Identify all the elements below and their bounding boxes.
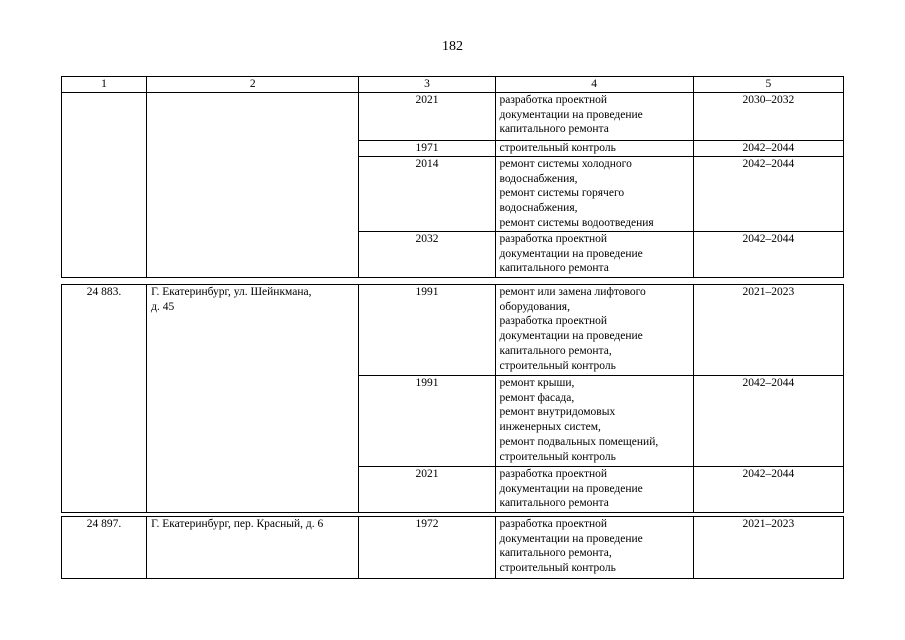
period-cell: 2042–2044 <box>693 157 843 232</box>
work-line: ремонт подвальных помещений, <box>499 435 659 448</box>
work-line: капитального ремонта <box>499 497 609 510</box>
table-row <box>62 285 844 376</box>
work-line: инженерных систем, <box>499 421 601 434</box>
work-cell <box>495 157 693 232</box>
work-line: капитального ремонта, <box>499 344 612 357</box>
period-cell: 2042–2044 <box>693 376 843 467</box>
page-number: 182 <box>442 39 463 54</box>
period-cell: 2042–2044 <box>693 467 843 513</box>
address-cell <box>147 517 359 579</box>
work-line: разработка проектной <box>499 315 608 328</box>
year-cell: 1991 <box>359 376 495 467</box>
work-line: документации на проведение <box>499 330 643 343</box>
work-line: разработка проектной <box>499 518 608 530</box>
year-cell: 1991 <box>359 285 495 376</box>
header-col-4: 4 <box>495 77 693 93</box>
header-col-1: 1 <box>62 77 147 93</box>
building-table-24883 <box>61 284 844 513</box>
year-cell: 2032 <box>359 232 495 278</box>
period-cell: 2021–2023 <box>693 517 843 579</box>
work-line: ремонт системы водоотведения <box>499 216 654 229</box>
table-row <box>62 93 844 141</box>
work-line: строительный контроль <box>499 562 616 575</box>
work-line: ремонт или замена лифтового <box>499 286 646 298</box>
period-cell: 2042–2044 <box>693 232 843 278</box>
work-cell <box>495 141 693 157</box>
header-col-5: 5 <box>693 77 843 93</box>
address-cell <box>147 93 359 278</box>
work-line: строительный контроль <box>499 450 616 463</box>
number-cell <box>62 93 147 278</box>
work-line: строительный контроль <box>499 142 616 154</box>
work-line: ремонт системы горячего <box>499 187 625 200</box>
continuation-table <box>61 76 844 278</box>
work-line: ремонт системы холодного <box>499 158 632 170</box>
work-cell <box>495 285 693 376</box>
number-cell: 24 883. <box>62 285 147 513</box>
work-line: водоснабжения, <box>499 172 578 185</box>
work-line: капитального ремонта <box>499 262 609 275</box>
building-table-24897 <box>61 516 844 579</box>
work-line: капитального ремонта <box>499 123 609 136</box>
period-cell: 2021–2023 <box>693 285 843 376</box>
year-cell: 2021 <box>359 93 495 141</box>
work-line: ремонт крыши, <box>499 377 575 389</box>
work-line: капитального ремонта, <box>499 547 612 560</box>
work-cell <box>495 467 693 513</box>
work-line: разработка проектной <box>499 94 608 106</box>
work-line: строительный контроль <box>499 359 616 372</box>
year-cell: 2014 <box>359 157 495 232</box>
year-cell: 1972 <box>359 517 495 579</box>
address-cell <box>147 285 359 513</box>
work-cell <box>495 376 693 467</box>
work-line: разработка проектной <box>499 233 608 245</box>
table-header-row <box>62 77 844 93</box>
work-line: разработка проектной <box>499 468 608 480</box>
address-line: Г. Екатеринбург, пер. Красный, д. 6 <box>151 518 324 530</box>
work-line: документации на проведение <box>499 247 643 260</box>
work-cell <box>495 232 693 278</box>
number-cell: 24 897. <box>62 517 147 579</box>
header-col-2: 2 <box>147 77 359 93</box>
address-line: д. 45 <box>151 300 175 313</box>
work-line: водоснабжения, <box>499 202 578 215</box>
work-line: документации на проведение <box>499 482 643 495</box>
period-cell: 2042–2044 <box>693 141 843 157</box>
work-line: ремонт внутридомовых <box>499 406 616 419</box>
period-cell: 2030–2032 <box>693 93 843 141</box>
header-col-3: 3 <box>359 77 495 93</box>
work-line: ремонт фасада, <box>499 391 575 404</box>
work-line: документации на проведение <box>499 532 643 545</box>
table-row <box>62 517 844 579</box>
work-cell <box>495 517 693 579</box>
year-cell: 1971 <box>359 141 495 157</box>
year-cell: 2021 <box>359 467 495 513</box>
address-line: Г. Екатеринбург, ул. Шейнкмана, <box>151 286 312 298</box>
work-line: документации на проведение <box>499 108 643 121</box>
work-line: оборудования, <box>499 300 570 313</box>
work-cell <box>495 93 693 141</box>
